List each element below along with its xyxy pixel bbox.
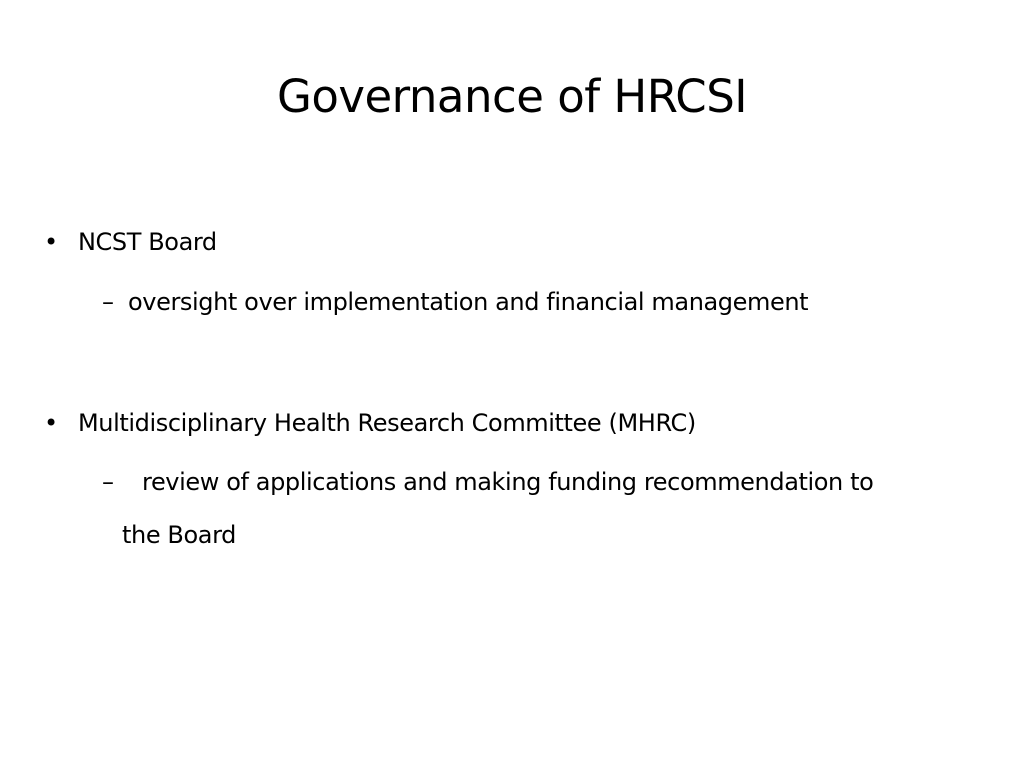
sub-bullet-dash: – — [102, 468, 114, 496]
bullet-dot: • — [44, 409, 59, 437]
bullet-dot: • — [44, 228, 59, 256]
sub-bullet-oversight: oversight over implementation and financial management — [128, 288, 809, 316]
bullet-mhrc: Multidisciplinary Health Research Committee (MHRC) — [78, 409, 696, 437]
bullet-ncst-board: NCST Board — [78, 228, 217, 256]
slide-title: Governance of HRCSI — [276, 70, 748, 123]
sub-bullet-review-line1: review of applications and making funding recommendation to — [142, 468, 874, 496]
sub-bullet-dash: – — [102, 288, 114, 316]
sub-bullet-review-line2: the Board — [122, 521, 236, 549]
